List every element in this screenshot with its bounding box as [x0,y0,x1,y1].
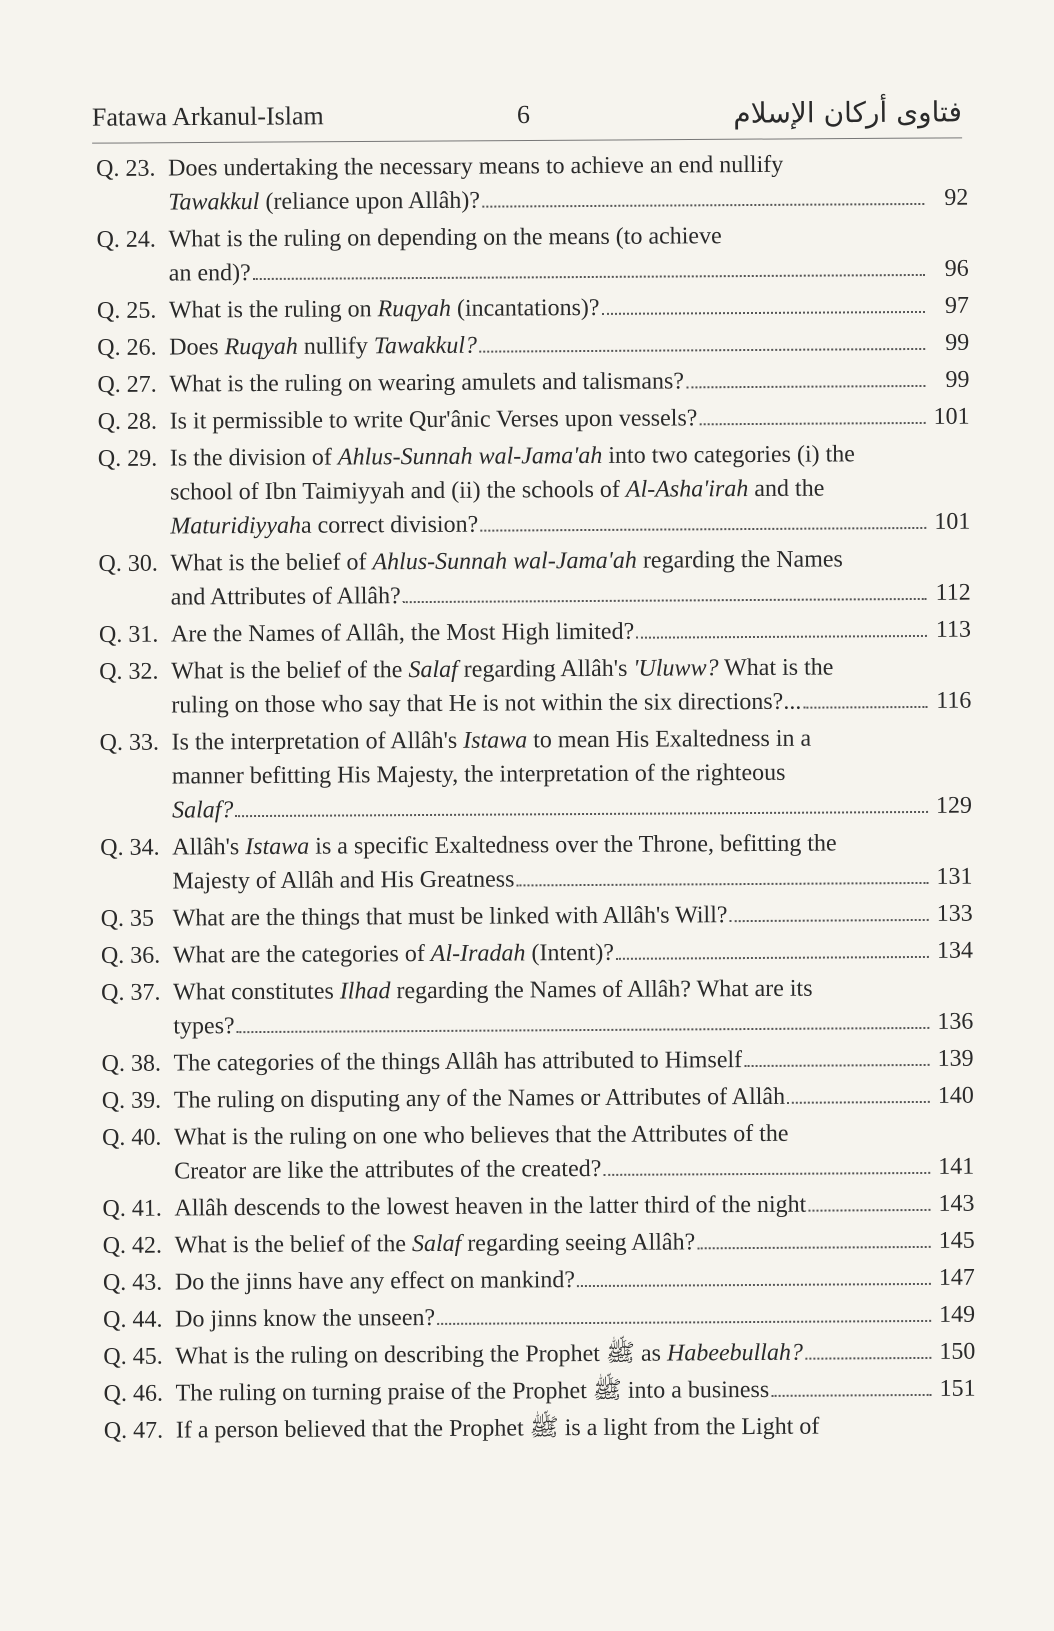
question-number: Q. 34. [100,834,160,861]
entry-text [168,184,480,220]
question-number: Q. 44. [103,1306,163,1333]
dot-leader [235,811,928,817]
dot-leader [437,1320,931,1325]
entry-text [172,862,514,898]
entry-text [170,471,970,510]
question-number: Q. 30. [98,550,158,577]
toc-entry [96,218,968,291]
dot-leader [803,706,927,709]
entry-line [172,721,972,760]
text-segment: and Attributes of Allâh? [170,583,401,611]
entry-text [175,1301,435,1337]
dot-leader [808,1209,930,1212]
text-segment: (Intent)? [525,939,615,967]
entry-text [172,755,972,794]
entry-text [170,437,970,476]
entry-text [174,1116,974,1155]
text-segment: The categories of the things Allâh has attributed to Himself [173,1047,743,1077]
question-number: Q. 23. [96,155,156,182]
entry-line [175,1372,975,1411]
italic-term: Ruqyah [377,295,451,323]
page-reference: 141 [938,1153,975,1180]
toc-entry [98,400,970,439]
entry-line [174,1079,974,1118]
toc-entry [102,1079,974,1118]
text-segment: (incantations)? [450,294,600,322]
entry-text [171,650,971,689]
entry-text [170,508,478,544]
toc-entry [102,1116,974,1189]
entry-line [173,934,973,973]
text-segment: What is the belief of [170,549,373,577]
text-segment: Does undertaking the necessary means to achieve an end nullify [168,151,784,182]
page-reference: 143 [938,1190,975,1217]
italic-term: Salaf? [171,797,234,824]
page-reference: 101 [934,508,971,535]
italic-term: Salaf [411,1230,462,1258]
page-reference: 134 [936,937,973,964]
text-segment: Do jinns know the unseen? [175,1304,436,1333]
text-segment: Allâh descends to the lowest heaven in the latter third of the night [174,1191,807,1222]
text-segment: regarding Allâh's [457,655,634,683]
page-reference: 113 [935,616,972,643]
question-number: Q. 28. [97,408,158,435]
page-reference: 101 [933,403,970,430]
question-number: Q. 33. [99,729,160,756]
entry-line [173,1005,973,1044]
toc-entry [96,147,968,220]
entry-line [175,1261,975,1300]
entry-text [175,1336,803,1374]
table-of-contents [96,147,976,1451]
text-segment: to mean His Exaltedness in a [527,725,812,754]
toc-entry [103,1224,975,1263]
entry-line [172,755,972,794]
italic-term: Istawa [463,727,528,754]
italic-term: Ahlus-Sunnah wal-Jama'ah [372,547,637,576]
text-segment: Is the division of [169,444,338,472]
page-reference: 116 [936,687,972,714]
text-segment: The ruling on turning praise of the Prophet ﷺ into a business [175,1376,770,1407]
page-reference: 131 [936,863,973,890]
italic-term: Al-Asha'irah [625,476,749,503]
dot-leader [603,1172,930,1176]
text-segment: If a person believed that the Prophet ﷺ is a light from the Light of [175,1413,820,1444]
toc-entry [103,1335,975,1374]
text-segment: a correct division? [300,511,479,539]
entry-text [174,1188,806,1226]
page-reference: 145 [938,1227,975,1254]
question-number: Q. 41. [102,1195,162,1222]
toc-entry [100,826,972,899]
question-number: Q. 38. [101,1050,161,1077]
text-segment: an end)? [168,260,251,287]
question-number: Q. 39. [101,1087,162,1114]
page-reference: 151 [939,1375,976,1402]
page-reference: 99 [945,329,970,356]
italic-term: Salaf [408,656,458,684]
dot-leader [636,635,927,639]
italic-term: Ruqyah [224,333,298,361]
question-number: Q. 36. [100,942,161,969]
entry-line [173,1042,973,1081]
text-segment: What is the [718,654,834,682]
dot-leader [577,1283,931,1287]
dot-leader [686,385,925,388]
entry-line [170,400,970,439]
text-segment: Are the Names of Allâh, the Most High limited? [170,618,635,648]
toc-entry [98,437,971,544]
entry-line [175,1335,975,1374]
entry-text [176,1410,820,1448]
entry-text [168,147,968,186]
entry-line [174,1150,974,1189]
page-reference: 139 [937,1045,974,1072]
dot-leader [744,1064,929,1067]
entry-text [175,1225,696,1262]
question-number: Q. 37. [101,979,161,1006]
italic-term: Maturidiyyah [170,512,302,540]
running-header [92,97,962,143]
italic-term: Ilhad [339,978,391,1005]
text-segment: regarding seeing Allâh? [461,1229,696,1257]
entry-line [174,1116,974,1155]
toc-entry [104,1409,976,1448]
entry-text [169,291,600,328]
text-segment: The ruling on disputing any of the Names or Attributes of Allâh [173,1083,786,1114]
entry-text [174,1152,601,1189]
toc-entry [101,897,973,936]
entry-text [173,898,728,935]
text-segment: Majesty of Allâh and His Greatness [172,866,515,895]
entry-text [168,218,968,257]
page-reference: 133 [936,900,973,927]
toc-entry [103,1298,975,1337]
entry-line [175,1224,975,1263]
text-segment: What is the belief of the [174,1231,413,1259]
entry-text [172,721,972,760]
entry-line [170,471,970,510]
page-reference: 112 [935,579,971,606]
entry-line [171,613,971,652]
toc-entry [97,363,969,402]
text-segment: What is the ruling on depending on the means (to achieve [168,223,722,253]
question-number: Q. 40. [101,1124,162,1151]
text-segment: nullify [297,333,374,360]
question-number: Q. 42. [102,1232,163,1259]
entry-line [175,1298,975,1337]
entry-text [169,364,684,401]
entry-text [172,793,234,827]
entry-line [172,789,972,828]
page-reference: 140 [937,1082,974,1109]
entry-line [170,542,970,581]
question-number: Q. 35 [100,905,155,932]
page-reference: 150 [939,1338,976,1365]
dot-leader [602,311,925,315]
entry-line [169,326,969,365]
entry-line [176,1409,976,1448]
entry-text [173,936,614,973]
entry-text [171,615,634,652]
entry-line [169,289,969,328]
text-segment: types? [173,1013,235,1040]
page-reference: 92 [944,184,969,211]
entry-line [171,684,971,723]
dot-leader [787,1101,930,1104]
entry-line [173,971,973,1010]
question-number: Q. 45. [103,1343,163,1370]
page-reference: 96 [944,255,969,282]
text-segment: What is the ruling on describing the Prophet ﷺ as [175,1340,668,1370]
entry-line [168,147,968,186]
text-segment: ruling on those who say that He is not within the six directions?... [171,688,802,719]
entry-line [173,897,973,936]
page-reference: 149 [939,1301,976,1328]
question-number: Q. 46. [103,1380,164,1407]
text-segment: school of Ibn Taimiyyah and (ii) the schools of [170,476,626,506]
toc-entry [99,613,971,652]
entry-text [173,1043,742,1080]
toc-entry [101,971,973,1044]
question-number: Q. 24. [96,226,156,253]
toc-entry [98,542,970,615]
question-number: Q. 27. [97,371,157,398]
text-segment: What is the ruling on one who believes that the Attributes of the [173,1120,789,1151]
text-segment: and the [748,475,825,503]
entry-text [175,1263,575,1299]
entry-line [171,576,971,615]
dot-leader [730,919,929,922]
text-segment: Allâh's [172,834,246,861]
italic-term: Habeebullah? [666,1339,804,1367]
text-segment: Does [169,334,225,361]
question-number: Q. 29. [97,445,158,472]
text-segment: Is it permissible to write Qur'ânic Verses upon vessels? [169,405,698,435]
entry-line [170,505,970,544]
question-number: Q. 32. [99,658,159,685]
entry-text [170,542,970,581]
dot-leader [253,274,925,280]
page-reference: 129 [935,792,973,819]
text-segment: What is the ruling on wearing amulets and talismans? [169,368,685,398]
entry-text [173,1009,235,1043]
question-number: Q. 31. [98,621,159,648]
dot-leader [516,882,928,887]
toc-entry [103,1261,975,1300]
dot-leader [403,598,927,603]
text-segment: (reliance upon Allâh)? [259,187,481,216]
entry-line [169,363,969,402]
text-segment: What constitutes [173,978,340,1006]
text-segment: What are the categories of [172,940,431,969]
page-reference: 97 [944,292,970,319]
dot-leader [237,1027,930,1033]
italic-term: Al-Iradah [430,940,526,967]
text-segment: regarding the Names of Allâh? What are its [390,975,813,1005]
question-number: Q. 47. [103,1417,164,1444]
book-title: Fatawa Arkanul-Islam [91,101,324,132]
arabic-title: فتاوى أركان الإسلام [733,95,963,130]
entry-text [171,685,801,723]
toc-entry [97,326,969,365]
page-reference: 147 [938,1264,975,1291]
italic-term: Tawakkul [168,189,260,216]
italic-term: 'Uluww? [633,655,719,682]
entry-line [169,252,969,291]
toc-entry [101,934,973,973]
entry-line [171,650,971,689]
dot-leader [480,527,926,532]
question-number: Q. 26. [97,334,157,361]
question-number: Q. 25. [96,297,157,324]
toc-entry [102,1187,974,1226]
toc-entry [99,650,971,723]
dot-leader [482,203,924,208]
text-segment: What is the ruling on [168,296,378,324]
text-segment: into two categories (i) the [602,441,855,469]
page-reference: 99 [945,366,970,393]
toc-entry [100,721,973,828]
entry-text [169,329,477,365]
entry-text [169,256,251,291]
dot-leader [697,1246,930,1249]
text-segment: Do the jinns have any effect on mankind? [174,1267,576,1296]
dot-leader [616,956,929,960]
dot-leader [479,348,925,353]
dot-leader [699,422,925,425]
entry-text [175,1373,769,1411]
text-segment: Creator are like the attributes of the created? [174,1155,602,1185]
entry-line [170,437,970,476]
dot-leader [805,1357,931,1360]
entry-text [172,826,972,865]
text-segment: regarding the Names [636,546,843,574]
toc-entry [97,289,969,328]
entry-line [168,181,968,220]
entry-line [172,826,972,865]
entry-line [168,218,968,257]
text-segment: manner befitting His Majesty, the interpretation of the righteous [171,759,786,790]
entry-text [173,971,973,1010]
italic-term: Tawakkul? [373,332,478,360]
entry-text [170,401,698,438]
italic-term: Ahlus-Sunnah wal-Jama'ah [337,442,603,471]
entry-line [174,1187,974,1226]
text-segment: What are the things that must be linked with Allâh's Will? [172,902,728,932]
entry-text [174,1080,785,1118]
toc-entry [103,1372,975,1411]
italic-term: Istawa [245,833,310,861]
text-segment: Is the interpretation of Allâh's [171,727,464,756]
page-number: 6 [516,99,531,130]
text-segment: is a specific Exaltedness over the Throne, befitting the [309,830,837,860]
page-reference: 136 [937,1008,974,1035]
toc-entry [101,1042,973,1081]
entry-text [171,579,401,614]
text-segment: What is the belief of the [171,657,409,685]
question-number: Q. 43. [102,1269,163,1296]
entry-line [172,860,972,899]
dot-leader [771,1394,931,1397]
